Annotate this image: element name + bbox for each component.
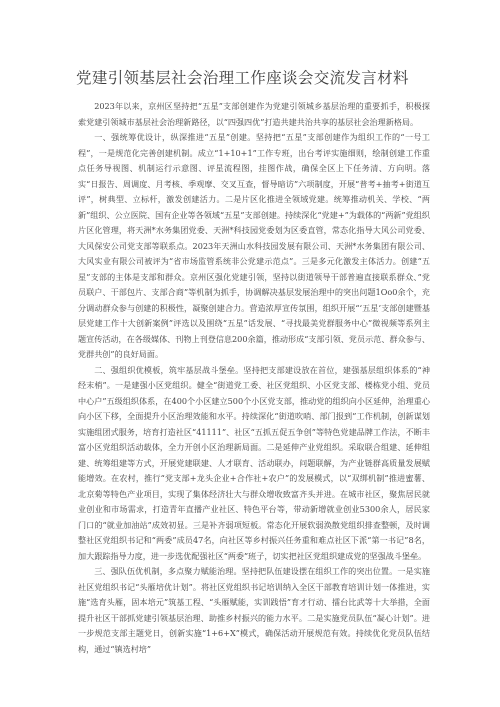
- paragraph-section-3: 三、强队伍优机制，多点聚力赋能治理。坚持把队伍建设摆在组织工作的突出位置。一是实施社区党组织书记“头雁培优计划”。将社区党组织书记培训纳入全区干部教育培训计划一体推进，实施“选育头雁，固本培元”筑基工程、“头雁赋能，实训践悟”育才行动、擂台比武等十大举措，全面提升社区干部抓党建引领基层治理、助推乡村振兴的能力水平。二是实施党员队伍“凝心计划”。进一步规范支部主题党日，创新实施“1+6+X”模式，确保活动开展规范有效。持续优化党员队伍结构，通过“镇选村培”: [78, 566, 430, 654]
- document-title: 党建引领基层社会治理工作座谈会交流发言材料: [76, 69, 409, 87]
- document-body: [78, 99, 430, 657]
- paragraph-section-1: 一、强统筹优设计，纵深推进“五星”创建。坚持把“五星”支部创建作为组织工作的“一号工程”，一是规范化完善创建机制。成立“1+10+1”工作专班，出台考评实施细则，绘制创建工作重点任务导视图、机制运行示意图、评星流程图，挂图作战，确保全区上下任务清、方向明。落实“日报告、周调度、月考核、季观摩、交叉互查，督导暗访”六项制度，开展“普考+抽考+街道互评”，树典型、立标杆，激发创建活力。二是片区化推进全领域党建。统筹推动机关、学校、“两新”组织、公立医院、国有企业等各领域“五星”支部创建。持续深化“党建+”为载体的“两新”党组织片区化管理，将天洲*水务集团党委、天洲*科技园党委划为区委直管，常态化指导大风公司党委、大风保安公司党支部等联系点。2023年天洲山水科技园发展有限公司、天洲*水务集团有限公司、大风实业有限公司被评为“省市场监管系统非公党建示范点”。三是多元化激发主体活力。创建“五星”支部的主体是支部和群众。京州区强化党建引领，坚持以街道领导干部普遍直接联系群众、”党员联户、干部包片、支部合商”等机制为抓手，协调解决基层发展治理中的突出问题1Oo0余个，充分调动群众参与创建的积极性，凝聚创建合力。营造浓厚宣传氛围，组织开展“‘五星’支部创建暨基层党建工作十大创新案例”评选以及围绕“五星”话发展、“寻找最美党群服务中心”微视频等系列主题宣传活动，在各级媒体、刊物上刊登信息200余篇，推动形成“支部引领、党员示范、群众参与、党群共创”的良好局面。: [78, 132, 430, 359]
- paragraph-section-2: 二、强组织优模板，筑牢基层战斗堡垒。坚持把支部建设放在首位，建强基层组织体系的“神经末梢”。一是建强小区党组织。健全“街道党工委、社区党组织、小区党支部、楼栋党小组、党员中心户”五级组织体系，在400个小区建立500个小区党支部，推动党的组织向小区延伸，治理重心向小区下移，全面提升小区治理效能和水平。持续深化“街道吹哨、部门报到”工作机制，创新谋划实施组团式服务，培育打造社区“41111”、社区“五抓五促五争创”等特色党建品牌工作法，不断丰富小区党组织活动载体，全力开创小区治理新局面。二是延伸产业党组织。采取联合组建、延伸组建、统筹组建等方式，开展党建联建、人才联育、活动联办，问题联解，为产业链群高质量发展赋能增效。在农村，推行“党支部+龙头企业+合作社+农户”的发展模式，以“双绑机制”推进蜜薯、北京菊等特色产业项目，实现了集体经济壮大与群众增收致富齐头并进。在城市社区，聚焦居民就业创业和市场需求，打造青年直播产业社区、特色平台等，带动新增就业创业5300余人，居民家门口的“就业加油站”成效初显。三是补齐弱项短板。常态化开展软弱涣散党组织排查整顿，及时调整社区党组织书记和“两委”成员47名，向社区等乡村振兴任务重和难点社区下派“第一书记”8名，加大跟踪指导力度，进一步选优配强社区“两委”班子，切实把社区党组织建成党的坚强战斗堡垒。: [78, 364, 430, 561]
- paragraph-intro: 2023年以来，京州区坚持把“五星”支部创建作为党建引领城乡基层治理的重要抓手，积极探索党建引领城市基层社会治理新路径，以“四强四优”打造共建共治共享的基层社会治理新格局。: [78, 101, 430, 127]
